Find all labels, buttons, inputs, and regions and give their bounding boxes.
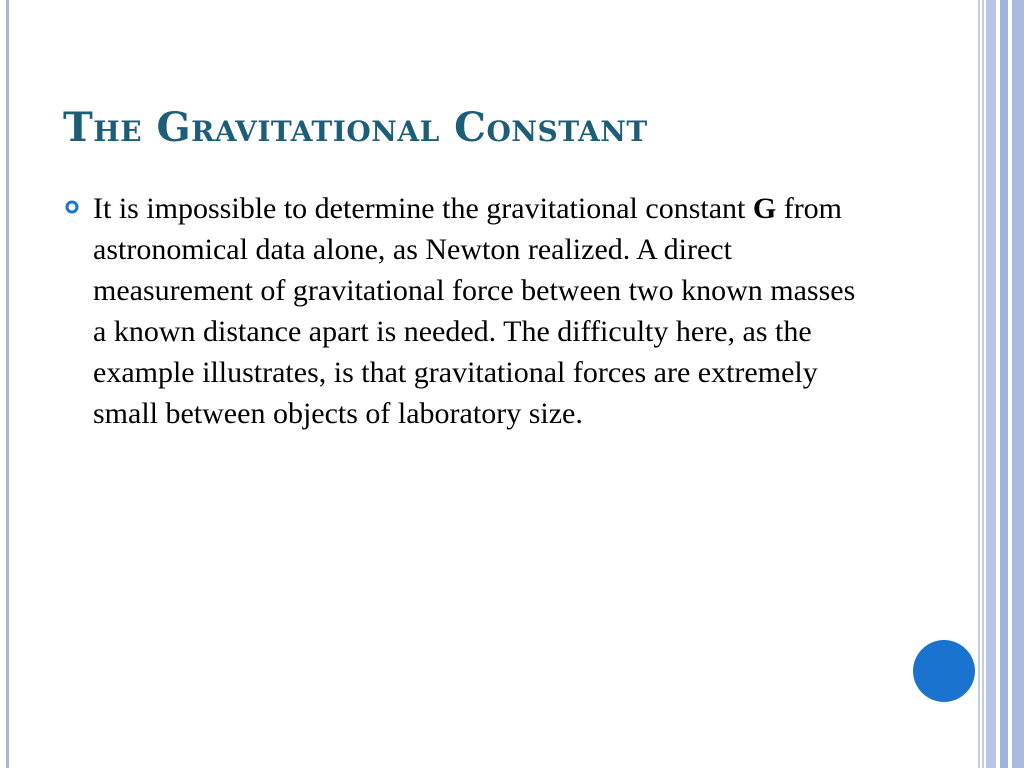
blue-circle-decoration	[913, 640, 975, 702]
right-decorative-bars	[978, 0, 1024, 768]
bullet-text-after: from astronomical data alone, as Newton realized. A direct measurement of gravitational force between two known masses a known distance apart is needed. The difficulty here, as the example illustrates, is that gravitational forces are extremely small between objects of laboratory size.	[93, 192, 856, 430]
slide-title: The Gravitational Constant	[63, 104, 648, 151]
decorative-bar	[982, 0, 984, 768]
decorative-bar	[986, 0, 996, 768]
decorative-bar	[1012, 0, 1024, 768]
bullet-text	[93, 188, 875, 434]
decorative-bar	[978, 0, 980, 768]
ring-bullet-icon	[65, 200, 79, 214]
bullet-text-bold: G	[752, 192, 777, 225]
left-border-line	[6, 0, 9, 768]
bullet-text-before: It is impossible to determine the gravitational constant	[93, 192, 753, 225]
bullet-item	[65, 188, 875, 434]
decorative-bar	[1000, 0, 1008, 768]
